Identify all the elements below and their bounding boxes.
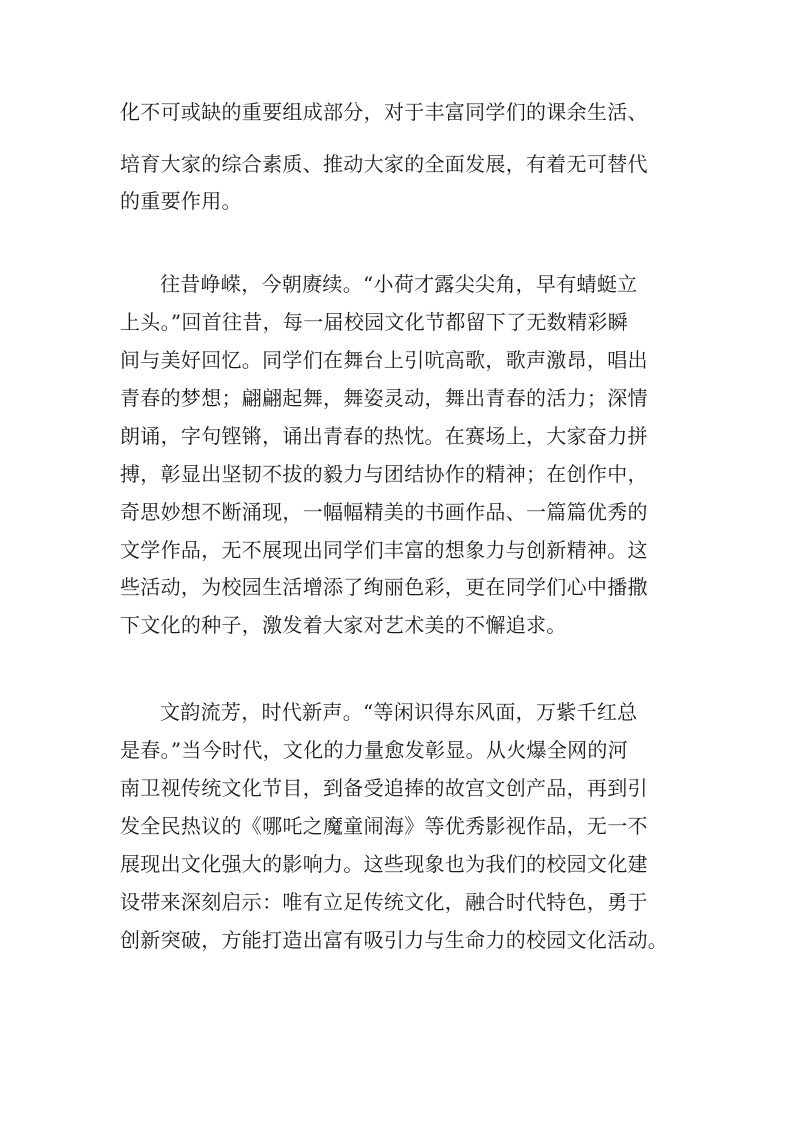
paragraph-2-line-9: 些活动，为校园生活增添了绚丽色彩，更在同学们心中播撒 [120,575,648,599]
paragraph-3-line-1: 文韵流芳，时代新声。“等闲识得东风面，万紫千红总 [160,700,638,724]
paragraph-2-line-2: 上头。”回首往昔，每一届校园文化节都留下了无数精彩瞬 [120,310,629,334]
paragraph-2-line-5: 朗诵，字句铿锵，诵出青春的热忱。在赛场上，大家奋力拼 [120,424,648,448]
paragraph-1-line-3: 的重要作用。 [120,189,242,213]
paragraph-3-line-3: 南卫视传统文化节目，到备受追捧的故宫文创产品，再到引 [120,776,648,800]
paragraph-3-line-6: 设带来深刻启示：唯有立足传统文化，融合时代特色，勇于 [120,890,648,914]
paragraph-2-line-8: 文学作品，无不展现出同学们丰富的想象力与创新精神。这 [120,538,648,562]
paragraph-2-line-1: 往昔峥嵘，今朝赓续。“小荷才露尖尖角，早有蜻蜓立 [160,272,638,296]
paragraph-1-line-1: 化不可或缺的重要组成部分，对于丰富同学们的课余生活、 [120,100,648,124]
paragraph-3-line-4: 发全民热议的《哪吒之魔童闹海》等优秀影视作品，无一不 [120,814,648,838]
paragraph-2-line-7: 奇思妙想不断涌现，一幅幅精美的书画作品、一篇篇优秀的 [120,500,648,524]
paragraph-2-line-4: 青春的梦想；翩翩起舞，舞姿灵动，舞出青春的活力；深情 [120,386,648,410]
paragraph-3-line-2: 是春。”当今时代，文化的力量愈发彰显。从火爆全网的河 [120,738,629,762]
paragraph-1-line-2: 培育大家的综合素质、推动大家的全面发展，有着无可替代 [120,152,648,176]
paragraph-2-line-3: 间与美好回忆。同学们在舞台上引吭高歌，歌声激昂，唱出 [120,348,648,372]
paragraph-3-line-5: 展现出文化强大的影响力。这些现象也为我们的校园文化建 [120,852,648,876]
paragraph-2-line-10: 下文化的种子，激发着大家对艺术美的不懈追求。 [120,613,567,637]
paragraph-3-line-7: 创新突破，方能打造出富有吸引力与生命力的校园文化活动。 [120,928,669,952]
paragraph-2-line-6: 搏，彰显出坚韧不拔的毅力与团结协作的精神；在创作中， [120,462,648,486]
